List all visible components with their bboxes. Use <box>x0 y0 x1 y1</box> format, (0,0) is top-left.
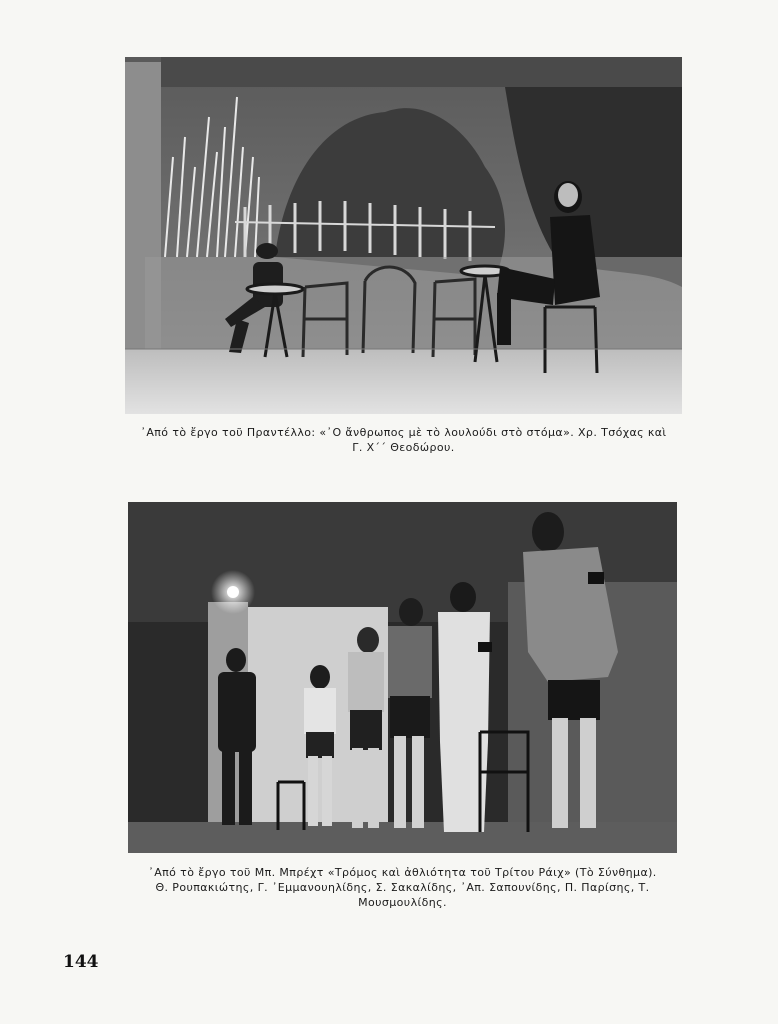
caption2-line1: ᾿Από τὸ ἔργο τοῦ Μπ. Μπρέχτ «Τρόμος καὶ ἀθλιότητα τοῦ Τρίτου Ράιχ» (Τὸ Σύνθημα). <box>148 866 657 879</box>
caption2-line3: Μουσμουλίδης. <box>358 896 447 909</box>
caption2-line2: Θ. Ρουπακιώτης, Γ. ᾿Εμμανουηλίδης, Σ. Σακαλίδης, ᾿Απ. Σαπουνίδης, Π. Παρίσης, Τ. <box>155 881 650 894</box>
stage-photo-brecht-image <box>128 502 677 853</box>
stage-photo-pirandello <box>125 57 682 414</box>
stage-photo-pirandello-image <box>125 57 682 414</box>
photo-caption-pirandello <box>125 425 682 455</box>
caption1-line2: Γ. Χ´´ Θεοδώρου. <box>352 441 455 454</box>
caption1-line1: ᾿Από τὸ ἔργο τοῦ Πραντέλλο: «᾿Ο ἄνθρωπος μὲ τὸ λουλούδι στὸ στόμα». Χρ. Τσόχας καὶ <box>140 426 667 439</box>
page-number: 144 <box>63 952 99 972</box>
stage-photo-brecht <box>128 502 677 853</box>
photo-caption-brecht <box>128 865 677 910</box>
